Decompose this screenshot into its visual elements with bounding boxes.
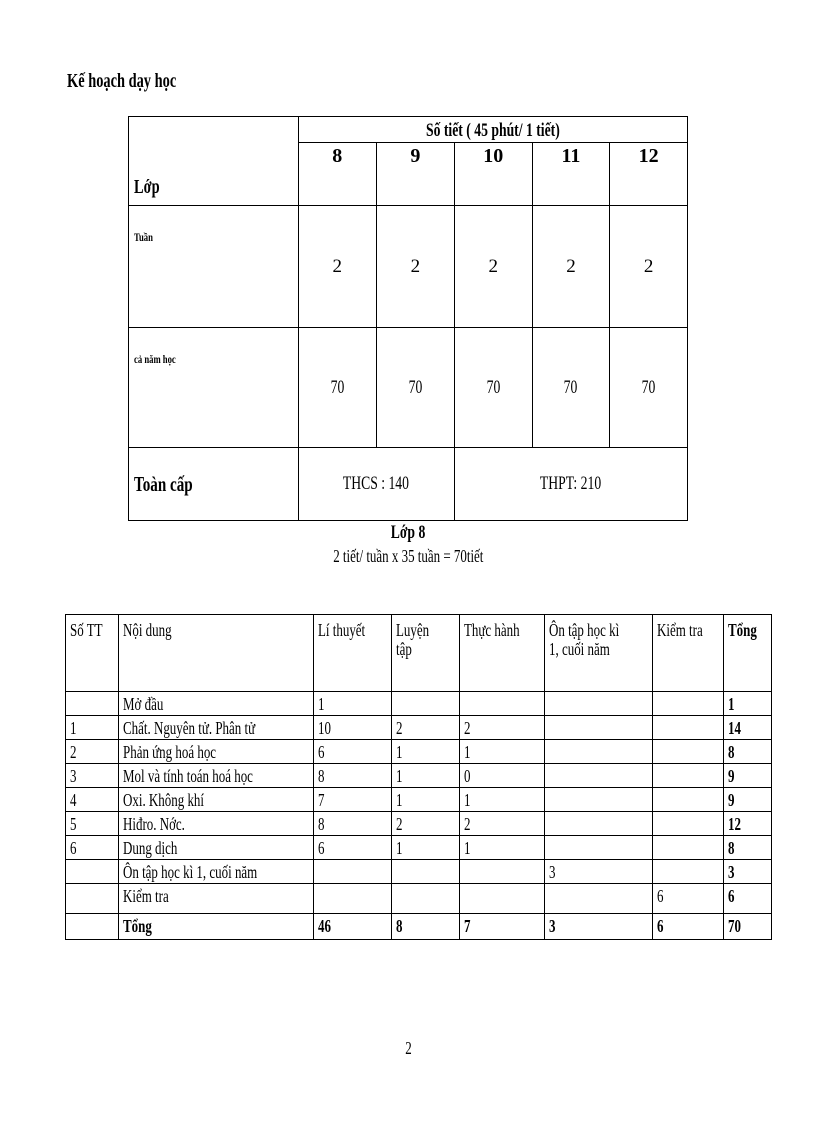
cell: Dung dịch — [119, 836, 313, 860]
cell — [544, 716, 652, 740]
lop8-table — [65, 614, 772, 940]
header-cell: Tổng — [724, 615, 772, 692]
cell — [652, 716, 723, 740]
cell — [652, 788, 723, 812]
table-row — [66, 884, 772, 914]
cell — [66, 884, 119, 914]
cell — [459, 692, 544, 716]
cell: 1 — [391, 740, 459, 764]
cell: Phản ứng hoá học — [119, 740, 313, 764]
cell: Kiểm tra — [119, 884, 313, 914]
canam-label: cả năm học — [129, 328, 299, 448]
cell: 9 — [724, 788, 772, 812]
thcs-total: THCS : 140 — [298, 448, 454, 521]
cell: 8 — [724, 740, 772, 764]
cell: 1 — [391, 836, 459, 860]
lop8-title: Lớp 8 — [390, 522, 426, 543]
header-cell: Nội dung — [119, 615, 313, 692]
table-row — [66, 764, 772, 788]
cell: 3 — [544, 860, 652, 884]
canam-value: 70 — [298, 328, 376, 448]
cell: Chất. Nguyên tử. Phân tử — [119, 716, 313, 740]
grade-cell: 12 — [610, 143, 688, 206]
cell: 4 — [66, 788, 119, 812]
cell: 6 — [66, 836, 119, 860]
cell: 1 — [459, 740, 544, 764]
cell: Hiđro. Nớc. — [119, 812, 313, 836]
cell — [652, 740, 723, 764]
cell — [652, 692, 723, 716]
cell: 12 — [724, 812, 772, 836]
cell: 2 — [459, 812, 544, 836]
cell: 6 — [652, 884, 723, 914]
cell: 1 — [66, 716, 119, 740]
canam-value: 70 — [454, 328, 532, 448]
cell: 0 — [459, 764, 544, 788]
cell — [652, 764, 723, 788]
cell: 10 — [313, 716, 391, 740]
canam-value: 70 — [610, 328, 688, 448]
cell — [391, 692, 459, 716]
table-row — [66, 860, 772, 884]
cell — [544, 788, 652, 812]
grade-cell: 11 — [532, 143, 610, 206]
cell: 1 — [391, 788, 459, 812]
cell — [66, 692, 119, 716]
tuan-value: 2 — [610, 206, 688, 328]
cell: 3 — [544, 914, 652, 940]
cell — [313, 860, 391, 884]
cell: 7 — [313, 788, 391, 812]
table-row — [66, 740, 772, 764]
cell: 1 — [391, 764, 459, 788]
cell — [391, 860, 459, 884]
cell — [459, 860, 544, 884]
cell — [313, 884, 391, 914]
cell: Mở đầu — [119, 692, 313, 716]
plan-table — [128, 116, 688, 521]
sotiet-header: Số tiết ( 45 phút/ 1 tiết) — [298, 117, 687, 143]
cell — [66, 914, 119, 940]
cell — [544, 740, 652, 764]
table-row — [66, 692, 772, 716]
cell — [544, 812, 652, 836]
tuan-value: 2 — [454, 206, 532, 328]
grade-cell: 10 — [454, 143, 532, 206]
cell: Oxi. Không khí — [119, 788, 313, 812]
page-heading: Kế hoạch dạy học — [67, 70, 177, 92]
cell — [459, 884, 544, 914]
table-row — [66, 836, 772, 860]
cell: 8 — [313, 812, 391, 836]
cell — [652, 812, 723, 836]
cell: 6 — [313, 836, 391, 860]
cell: 1 — [459, 788, 544, 812]
cell — [544, 764, 652, 788]
cell — [652, 836, 723, 860]
cell: 2 — [391, 716, 459, 740]
cell: 2 — [459, 716, 544, 740]
cell: 7 — [459, 914, 544, 940]
cell: 2 — [66, 740, 119, 764]
cell — [544, 692, 652, 716]
header-cell: Ôn tập học kì 1, cuối năm — [544, 615, 652, 692]
header-cell: Số TT — [66, 615, 119, 692]
tuan-value: 2 — [532, 206, 610, 328]
tuan-value: 2 — [298, 206, 376, 328]
cell — [652, 860, 723, 884]
grade-cell: 8 — [298, 143, 376, 206]
cell: 3 — [724, 860, 772, 884]
header-cell: Thực hành — [459, 615, 544, 692]
cell: 1 — [313, 692, 391, 716]
page-number: 2 — [404, 1038, 412, 1058]
cell: 1 — [724, 692, 772, 716]
table-row — [66, 788, 772, 812]
thpt-total: THPT: 210 — [454, 448, 687, 521]
cell: Mol và tính toán hoá học — [119, 764, 313, 788]
cell: 14 — [724, 716, 772, 740]
cell: 5 — [66, 812, 119, 836]
tuan-label: Tuần — [129, 206, 299, 328]
cell: Tổng — [119, 914, 313, 940]
toancap-label: Toàn cấp — [129, 448, 299, 521]
lop8-subtitle: 2 tiết/ tuần x 35 tuần = 70tiết — [332, 546, 484, 566]
total-row — [66, 914, 772, 940]
cell: 9 — [724, 764, 772, 788]
cell — [66, 860, 119, 884]
cell: Ôn tập học kì 1, cuối năm — [119, 860, 313, 884]
cell — [544, 836, 652, 860]
header-cell: Luyện tập — [391, 615, 459, 692]
cell: 6 — [313, 740, 391, 764]
cell — [544, 884, 652, 914]
lop-header: Lớp — [129, 117, 299, 206]
table-row — [66, 812, 772, 836]
cell: 2 — [391, 812, 459, 836]
cell: 8 — [391, 914, 459, 940]
tuan-value: 2 — [376, 206, 454, 328]
cell: 6 — [652, 914, 723, 940]
table-row — [66, 716, 772, 740]
header-cell: Kiểm tra — [652, 615, 723, 692]
cell: 6 — [724, 884, 772, 914]
grade-cell: 9 — [376, 143, 454, 206]
header-cell: Lí thuyết — [313, 615, 391, 692]
cell: 70 — [724, 914, 772, 940]
cell: 46 — [313, 914, 391, 940]
cell: 3 — [66, 764, 119, 788]
table-header-row — [66, 615, 772, 692]
canam-value: 70 — [532, 328, 610, 448]
cell: 1 — [459, 836, 544, 860]
cell: 8 — [313, 764, 391, 788]
cell — [391, 884, 459, 914]
cell: 8 — [724, 836, 772, 860]
canam-value: 70 — [376, 328, 454, 448]
